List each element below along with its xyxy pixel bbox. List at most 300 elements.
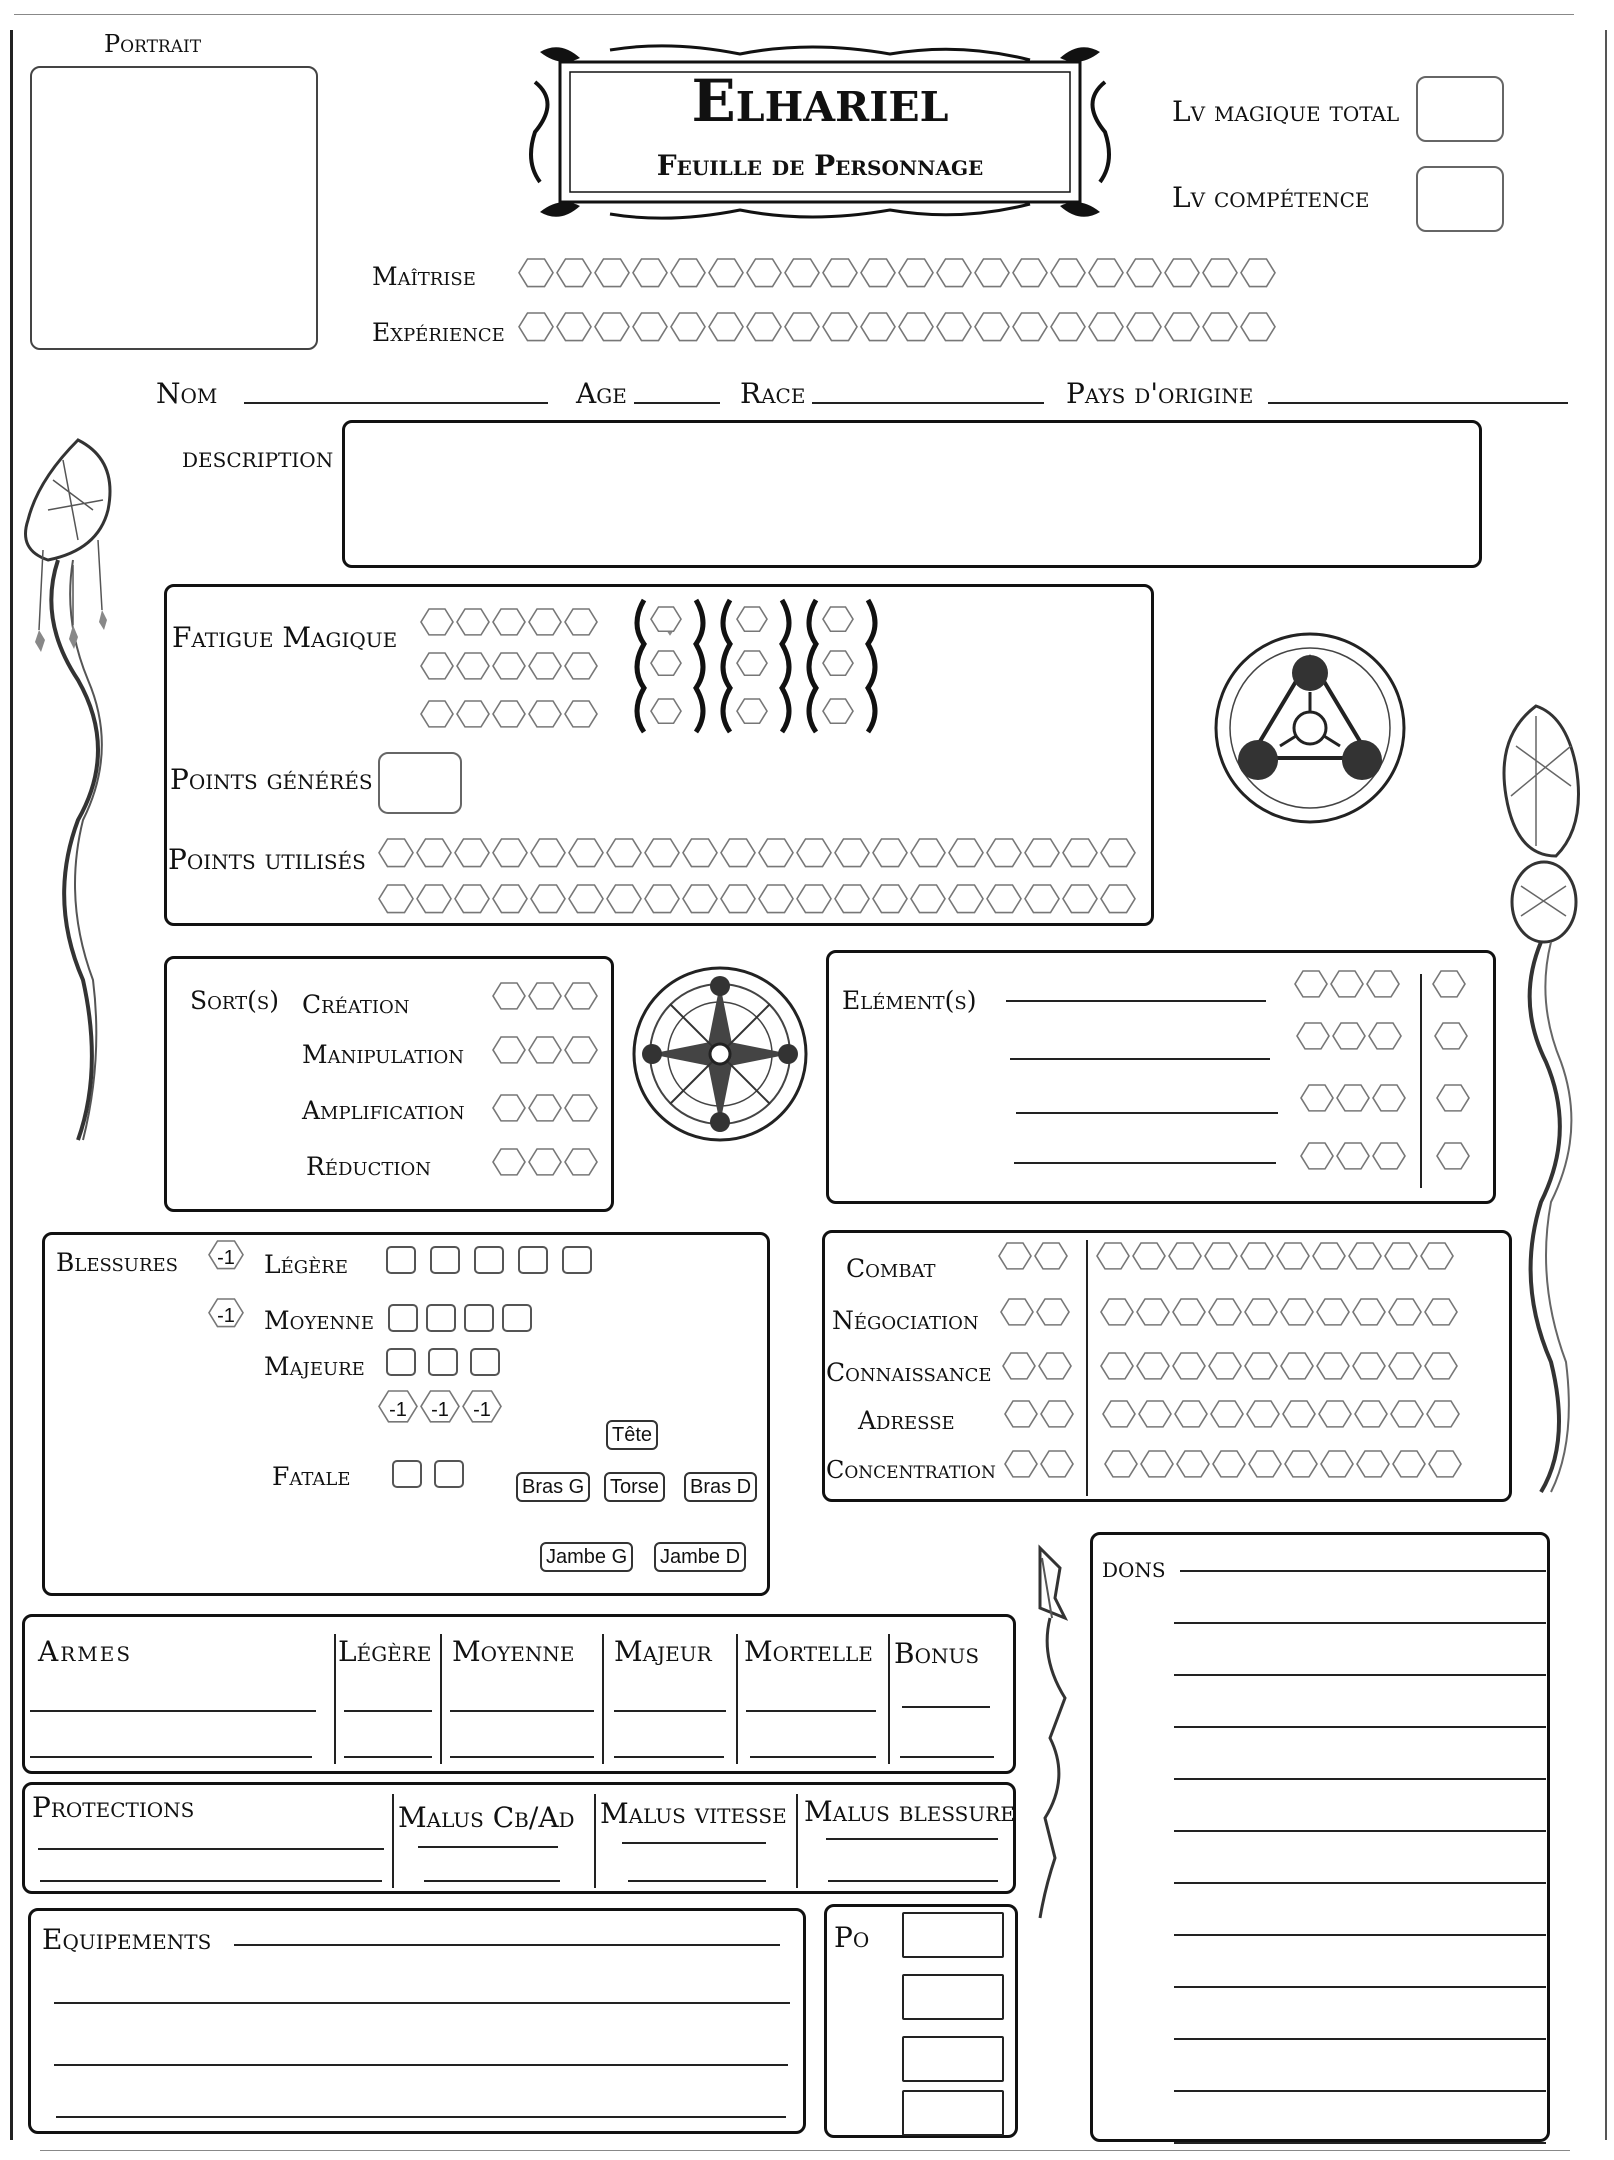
hex-cell[interactable] <box>708 258 744 288</box>
hex-cell[interactable] <box>1062 884 1098 914</box>
element-hex-2[interactable] <box>1296 1022 1402 1050</box>
hex-cell[interactable] <box>1036 1298 1070 1326</box>
hex-cell[interactable] <box>1088 258 1124 288</box>
hex-cell[interactable] <box>986 838 1022 868</box>
hex-cell[interactable] <box>650 698 682 724</box>
fatigue-bracket-hex-col-3c[interactable] <box>822 698 854 724</box>
hex-cell[interactable] <box>632 258 668 288</box>
hex-cell[interactable] <box>1132 1242 1166 1270</box>
hex-cell[interactable] <box>650 650 682 676</box>
hex-cell[interactable] <box>454 838 490 868</box>
sort-manipulation-hex[interactable] <box>492 1036 598 1064</box>
hex-cell[interactable] <box>1164 258 1200 288</box>
hex-cell[interactable] <box>1244 1352 1278 1380</box>
hex-cell[interactable] <box>1126 312 1162 342</box>
hex-cell[interactable] <box>1208 1298 1242 1326</box>
element-hex-1[interactable] <box>1294 970 1400 998</box>
hex-cell[interactable] <box>1352 1352 1386 1380</box>
hex-cell[interactable] <box>1000 1298 1034 1326</box>
points-utilises-hex-row-2[interactable] <box>378 884 1136 914</box>
wound-checkbox[interactable] <box>386 1348 416 1376</box>
hex-cell[interactable] <box>644 884 680 914</box>
po-box-2[interactable] <box>902 1974 1004 2020</box>
hex-cell[interactable] <box>1138 1400 1172 1428</box>
hex-cell[interactable] <box>1372 1142 1406 1170</box>
hex-cell[interactable] <box>720 838 756 868</box>
hex-cell[interactable] <box>1172 1352 1206 1380</box>
arme-1-mortelle[interactable] <box>746 1710 876 1712</box>
hex-cell[interactable] <box>1136 1298 1170 1326</box>
hex-cell[interactable] <box>492 652 526 680</box>
hex-cell[interactable] <box>1204 1242 1238 1270</box>
hex-cell[interactable] <box>1040 1450 1074 1478</box>
hex-cell[interactable] <box>530 838 566 868</box>
hex-cell[interactable] <box>1100 1352 1134 1380</box>
equipement-line-1[interactable] <box>234 1944 780 1946</box>
hex-cell[interactable] <box>1140 1450 1174 1478</box>
protection-2-malus-vitesse[interactable] <box>628 1880 766 1882</box>
hex-cell[interactable] <box>492 700 526 728</box>
hex-cell[interactable] <box>1212 1450 1246 1478</box>
hex-cell[interactable] <box>1336 1084 1370 1112</box>
hex-cell[interactable] <box>1436 1084 1470 1112</box>
hex-cell[interactable] <box>518 312 554 342</box>
arme-1-moyenne[interactable] <box>450 1710 594 1712</box>
hex-cell[interactable] <box>1246 1400 1280 1428</box>
sort-amplification-hex[interactable] <box>492 1094 598 1122</box>
arme-1-bonus[interactable] <box>902 1706 990 1708</box>
wound-checkbox[interactable] <box>434 1460 464 1488</box>
hex-cell[interactable] <box>1352 1298 1386 1326</box>
hex-cell[interactable] <box>822 606 854 632</box>
hex-cell[interactable] <box>420 652 454 680</box>
element-hex-3[interactable] <box>1300 1084 1406 1112</box>
element-hex-extra-2[interactable] <box>1434 1022 1468 1050</box>
hex-cell[interactable] <box>606 884 642 914</box>
protection-1-malus-vitesse[interactable] <box>622 1842 766 1844</box>
hex-cell[interactable] <box>1050 312 1086 342</box>
hex-cell[interactable] <box>594 312 630 342</box>
element-hex-4[interactable] <box>1300 1142 1406 1170</box>
hex-cell[interactable] <box>1388 1298 1422 1326</box>
hex-cell[interactable] <box>1034 1242 1068 1270</box>
hex-cell[interactable] <box>1248 1450 1282 1478</box>
hex-cell[interactable] <box>860 258 896 288</box>
hex-cell[interactable] <box>974 312 1010 342</box>
hex-cell[interactable] <box>454 884 490 914</box>
fatigue-hex-row-3[interactable] <box>420 700 598 728</box>
fatigue-bracket-hex-col-1b[interactable] <box>650 650 682 676</box>
hex-cell[interactable] <box>564 1094 598 1122</box>
hex-cell[interactable] <box>1050 258 1086 288</box>
dons-line[interactable] <box>1174 2142 1546 2144</box>
body-part-jambe-g[interactable]: Jambe G <box>540 1542 633 1572</box>
element-hex-extra-4[interactable] <box>1436 1142 1470 1170</box>
hex-cell[interactable] <box>1356 1450 1390 1478</box>
hex-cell[interactable] <box>1420 1242 1454 1270</box>
hex-cell[interactable] <box>1126 258 1162 288</box>
hex-cell[interactable] <box>1024 838 1060 868</box>
fatigue-bracket-hex-col-3[interactable] <box>822 606 854 632</box>
body-part-jambe-d[interactable]: Jambe D <box>654 1542 746 1572</box>
nom-field[interactable] <box>244 402 548 404</box>
hex-cell[interactable] <box>948 838 984 868</box>
sort-reduction-hex[interactable] <box>492 1148 598 1176</box>
hex-cell[interactable] <box>822 312 858 342</box>
hex-cell[interactable] <box>420 700 454 728</box>
hex-cell[interactable] <box>1088 312 1124 342</box>
hex-cell[interactable] <box>1240 312 1276 342</box>
protection-2-malus-cbad[interactable] <box>424 1880 560 1882</box>
wound-checkbox[interactable] <box>388 1304 418 1332</box>
element-line-4[interactable] <box>1014 1162 1276 1164</box>
hex-cell[interactable] <box>1284 1450 1318 1478</box>
hex-cell[interactable] <box>1392 1450 1426 1478</box>
hex-cell[interactable] <box>492 982 526 1010</box>
skill-concentration-hex-right[interactable] <box>1104 1450 1462 1478</box>
hex-cell[interactable] <box>1424 1352 1458 1380</box>
arme-2-bonus[interactable] <box>900 1756 994 1758</box>
hex-cell[interactable] <box>1176 1450 1210 1478</box>
fatigue-bracket-hex-col-3b[interactable] <box>822 650 854 676</box>
dons-line[interactable] <box>1174 1674 1546 1676</box>
wound-checkbox[interactable] <box>562 1246 592 1274</box>
hex-cell[interactable] <box>1354 1400 1388 1428</box>
hex-cell[interactable] <box>1004 1450 1038 1478</box>
hex-cell[interactable] <box>910 838 946 868</box>
arme-2-legere[interactable] <box>344 1756 432 1758</box>
hex-cell[interactable] <box>1100 838 1136 868</box>
hex-cell[interactable] <box>1038 1352 1072 1380</box>
skill-combat-hex-left[interactable] <box>998 1242 1068 1270</box>
hex-cell[interactable] <box>1424 1298 1458 1326</box>
hex-cell[interactable] <box>1366 970 1400 998</box>
wound-checkbox[interactable] <box>430 1246 460 1274</box>
hex-cell[interactable] <box>872 838 908 868</box>
hex-cell[interactable] <box>708 312 744 342</box>
hex-cell[interactable] <box>378 838 414 868</box>
hex-cell[interactable] <box>1390 1400 1424 1428</box>
hex-cell[interactable] <box>1434 1022 1468 1050</box>
dons-line[interactable] <box>1174 1882 1546 1884</box>
hex-cell[interactable] <box>528 1036 562 1064</box>
hex-cell[interactable] <box>564 608 598 636</box>
element-line-3[interactable] <box>1016 1112 1278 1114</box>
age-field[interactable] <box>634 402 720 404</box>
hex-cell[interactable] <box>416 884 452 914</box>
hex-cell[interactable] <box>1100 1298 1134 1326</box>
hex-cell[interactable] <box>910 884 946 914</box>
hex-cell[interactable] <box>1426 1400 1460 1428</box>
hex-cell[interactable] <box>784 312 820 342</box>
hex-cell[interactable] <box>758 838 794 868</box>
hex-cell[interactable] <box>530 884 566 914</box>
hex-cell[interactable] <box>1012 312 1048 342</box>
hex-cell[interactable] <box>644 838 680 868</box>
element-line-2[interactable] <box>1010 1058 1270 1060</box>
hex-cell[interactable] <box>1210 1400 1244 1428</box>
hex-cell[interactable] <box>1432 970 1466 998</box>
hex-cell[interactable] <box>822 698 854 724</box>
hex-cell[interactable] <box>416 838 452 868</box>
body-part-bras-g[interactable]: Bras G <box>516 1472 590 1502</box>
hex-cell[interactable] <box>1002 1352 1036 1380</box>
hex-cell[interactable] <box>528 1148 562 1176</box>
hex-cell[interactable] <box>1320 1450 1354 1478</box>
hex-cell[interactable] <box>746 312 782 342</box>
wound-checkbox[interactable] <box>464 1304 494 1332</box>
hex-cell[interactable] <box>720 884 756 914</box>
skill-connaissance-hex-right[interactable] <box>1100 1352 1458 1380</box>
body-part-torse[interactable]: Torse <box>604 1472 665 1502</box>
hex-cell[interactable] <box>1388 1352 1422 1380</box>
hex-cell[interactable] <box>1096 1242 1130 1270</box>
hex-cell[interactable] <box>378 884 414 914</box>
hex-cell[interactable] <box>492 838 528 868</box>
dons-line[interactable] <box>1174 1726 1546 1728</box>
arme-1-legere[interactable] <box>344 1710 432 1712</box>
dons-line[interactable] <box>1174 2038 1546 2040</box>
fatigue-hex-row-2[interactable] <box>420 652 598 680</box>
arme-2-moyenne[interactable] <box>450 1756 594 1758</box>
hex-cell[interactable] <box>736 606 768 632</box>
hex-cell[interactable] <box>834 884 870 914</box>
hex-cell[interactable] <box>1332 1022 1366 1050</box>
hex-cell[interactable] <box>632 312 668 342</box>
hex-cell[interactable] <box>898 258 934 288</box>
hex-cell[interactable] <box>746 258 782 288</box>
skill-negociation-hex-right[interactable] <box>1100 1298 1458 1326</box>
skill-connaissance-hex-left[interactable] <box>1002 1352 1072 1380</box>
hex-cell[interactable] <box>1102 1400 1136 1428</box>
hex-cell[interactable] <box>1282 1400 1316 1428</box>
po-box-1[interactable] <box>902 1912 1004 1958</box>
hex-cell[interactable] <box>1428 1450 1462 1478</box>
hex-cell[interactable] <box>758 884 794 914</box>
hex-cell[interactable] <box>1136 1352 1170 1380</box>
hex-cell[interactable] <box>1280 1298 1314 1326</box>
wound-checkbox[interactable] <box>428 1348 458 1376</box>
hex-cell[interactable] <box>1300 1142 1334 1170</box>
fatigue-bracket-hex-col-1[interactable] <box>650 606 682 632</box>
wound-checkbox[interactable] <box>426 1304 456 1332</box>
hex-cell[interactable] <box>564 1036 598 1064</box>
hex-cell[interactable] <box>670 258 706 288</box>
body-part-bras-d[interactable]: Bras D <box>684 1472 757 1502</box>
hex-cell[interactable] <box>1330 970 1364 998</box>
skill-negociation-hex-left[interactable] <box>1000 1298 1070 1326</box>
hex-cell[interactable] <box>564 1148 598 1176</box>
hex-cell[interactable] <box>936 258 972 288</box>
dons-line[interactable] <box>1174 1622 1546 1624</box>
hex-cell[interactable] <box>1202 312 1238 342</box>
hex-cell[interactable] <box>998 1242 1032 1270</box>
hex-cell[interactable] <box>974 258 1010 288</box>
body-part-tete[interactable]: Tête <box>606 1420 658 1450</box>
hex-cell[interactable] <box>456 700 490 728</box>
hex-cell[interactable] <box>948 884 984 914</box>
equipement-line-2[interactable] <box>54 2002 790 2004</box>
hex-cell[interactable] <box>796 884 832 914</box>
equipement-line-3[interactable] <box>54 2064 788 2066</box>
equipement-line-4[interactable] <box>56 2116 786 2118</box>
hex-cell[interactable] <box>1244 1298 1278 1326</box>
arme-1-name[interactable] <box>30 1710 316 1712</box>
hex-cell[interactable] <box>1312 1242 1346 1270</box>
hex-cell[interactable] <box>872 884 908 914</box>
hex-cell[interactable] <box>1436 1142 1470 1170</box>
protection-1-malus-blessure[interactable] <box>826 1838 998 1840</box>
wound-checkbox[interactable] <box>474 1246 504 1274</box>
fatigue-bracket-hex-col-2c[interactable] <box>736 698 768 724</box>
protection-2-name[interactable] <box>40 1880 382 1882</box>
hex-cell[interactable] <box>822 258 858 288</box>
hex-cell[interactable] <box>796 838 832 868</box>
pays-field[interactable] <box>1268 402 1568 404</box>
hex-cell[interactable] <box>528 608 562 636</box>
protection-2-malus-blessure[interactable] <box>828 1880 998 1882</box>
element-hex-extra-1[interactable] <box>1432 970 1466 998</box>
po-box-3[interactable] <box>902 2036 1004 2082</box>
points-generes-box[interactable] <box>378 752 462 814</box>
hex-cell[interactable] <box>736 650 768 676</box>
hex-cell[interactable] <box>650 606 682 632</box>
hex-cell[interactable] <box>528 1094 562 1122</box>
hex-cell[interactable] <box>1240 1242 1274 1270</box>
hex-cell[interactable] <box>784 258 820 288</box>
hex-cell[interactable] <box>936 312 972 342</box>
hex-cell[interactable] <box>556 258 592 288</box>
wound-checkbox[interactable] <box>470 1348 500 1376</box>
lv-competence-box[interactable] <box>1416 166 1504 232</box>
hex-cell[interactable] <box>1240 258 1276 288</box>
hex-cell[interactable] <box>1100 884 1136 914</box>
protection-1-malus-cbad[interactable] <box>418 1846 558 1848</box>
hex-cell[interactable] <box>1300 1084 1334 1112</box>
hex-cell[interactable] <box>528 652 562 680</box>
hex-cell[interactable] <box>1368 1022 1402 1050</box>
hex-cell[interactable] <box>564 652 598 680</box>
protection-1-name[interactable] <box>38 1848 384 1850</box>
hex-cell[interactable] <box>456 608 490 636</box>
hex-cell[interactable] <box>834 838 870 868</box>
element-hex-extra-3[interactable] <box>1436 1084 1470 1112</box>
arme-2-mortelle[interactable] <box>750 1756 876 1758</box>
hex-cell[interactable] <box>1384 1242 1418 1270</box>
hex-cell[interactable] <box>1174 1400 1208 1428</box>
skill-adresse-hex-left[interactable] <box>1004 1400 1074 1428</box>
hex-cell[interactable] <box>1012 258 1048 288</box>
hex-cell[interactable] <box>518 258 554 288</box>
hex-cell[interactable] <box>986 884 1022 914</box>
hex-cell[interactable] <box>594 258 630 288</box>
hex-cell[interactable] <box>1276 1242 1310 1270</box>
dons-line[interactable] <box>1180 1570 1546 1572</box>
maitrise-hex-track[interactable] <box>518 258 1276 288</box>
wound-checkbox[interactable] <box>392 1460 422 1488</box>
hex-cell[interactable] <box>492 1148 526 1176</box>
wound-checkbox[interactable] <box>386 1246 416 1274</box>
hex-cell[interactable] <box>1164 312 1200 342</box>
fatigue-bracket-hex-col-2b[interactable] <box>736 650 768 676</box>
hex-cell[interactable] <box>1348 1242 1382 1270</box>
hex-cell[interactable] <box>606 838 642 868</box>
hex-cell[interactable] <box>1316 1298 1350 1326</box>
hex-cell[interactable] <box>822 650 854 676</box>
dons-line[interactable] <box>1174 1934 1546 1936</box>
dons-line[interactable] <box>1174 1778 1546 1780</box>
hex-cell[interactable] <box>1316 1352 1350 1380</box>
hex-cell[interactable] <box>898 312 934 342</box>
hex-cell[interactable] <box>456 652 490 680</box>
arme-2-name[interactable] <box>30 1756 312 1758</box>
hex-cell[interactable] <box>682 838 718 868</box>
hex-cell[interactable] <box>1040 1400 1074 1428</box>
hex-cell[interactable] <box>528 982 562 1010</box>
dons-line[interactable] <box>1174 2090 1546 2092</box>
hex-cell[interactable] <box>1004 1400 1038 1428</box>
fatigue-bracket-hex-col-1c[interactable] <box>650 698 682 724</box>
dons-line[interactable] <box>1174 1986 1546 1988</box>
hex-cell[interactable] <box>1318 1400 1352 1428</box>
hex-cell[interactable] <box>1336 1142 1370 1170</box>
hex-cell[interactable] <box>1104 1450 1138 1478</box>
description-box[interactable] <box>342 420 1482 568</box>
hex-cell[interactable] <box>860 312 896 342</box>
experience-hex-track[interactable] <box>518 312 1276 342</box>
po-box-4[interactable] <box>902 2090 1004 2136</box>
hex-cell[interactable] <box>492 884 528 914</box>
hex-cell[interactable] <box>492 1094 526 1122</box>
skill-combat-hex-right[interactable] <box>1096 1242 1454 1270</box>
wound-checkbox[interactable] <box>502 1304 532 1332</box>
skill-adresse-hex-right[interactable] <box>1102 1400 1460 1428</box>
hex-cell[interactable] <box>1202 258 1238 288</box>
hex-cell[interactable] <box>1168 1242 1202 1270</box>
hex-cell[interactable] <box>492 1036 526 1064</box>
hex-cell[interactable] <box>1172 1298 1206 1326</box>
hex-cell[interactable] <box>568 838 604 868</box>
fatigue-hex-row-1[interactable] <box>420 608 598 636</box>
fatigue-bracket-hex-col-2[interactable] <box>736 606 768 632</box>
lv-magique-total-box[interactable] <box>1416 76 1504 142</box>
portrait-box[interactable] <box>30 66 318 350</box>
hex-cell[interactable] <box>420 608 454 636</box>
arme-1-majeur[interactable] <box>614 1710 726 1712</box>
hex-cell[interactable] <box>1296 1022 1330 1050</box>
skill-concentration-hex-left[interactable] <box>1004 1450 1074 1478</box>
arme-2-majeur[interactable] <box>614 1756 724 1758</box>
hex-cell[interactable] <box>670 312 706 342</box>
hex-cell[interactable] <box>492 608 526 636</box>
dons-line[interactable] <box>1174 1830 1546 1832</box>
hex-cell[interactable] <box>528 700 562 728</box>
hex-cell[interactable] <box>564 982 598 1010</box>
hex-cell[interactable] <box>1280 1352 1314 1380</box>
hex-cell[interactable] <box>564 700 598 728</box>
sort-creation-hex[interactable] <box>492 982 598 1010</box>
hex-cell[interactable] <box>736 698 768 724</box>
points-utilises-hex-row-1[interactable] <box>378 838 1136 868</box>
race-field[interactable] <box>812 402 1044 404</box>
element-line-1[interactable] <box>1006 1000 1266 1002</box>
hex-cell[interactable] <box>1062 838 1098 868</box>
hex-cell[interactable] <box>1372 1084 1406 1112</box>
hex-cell[interactable] <box>568 884 604 914</box>
hex-cell[interactable] <box>1294 970 1328 998</box>
hex-cell[interactable] <box>556 312 592 342</box>
wound-checkbox[interactable] <box>518 1246 548 1274</box>
